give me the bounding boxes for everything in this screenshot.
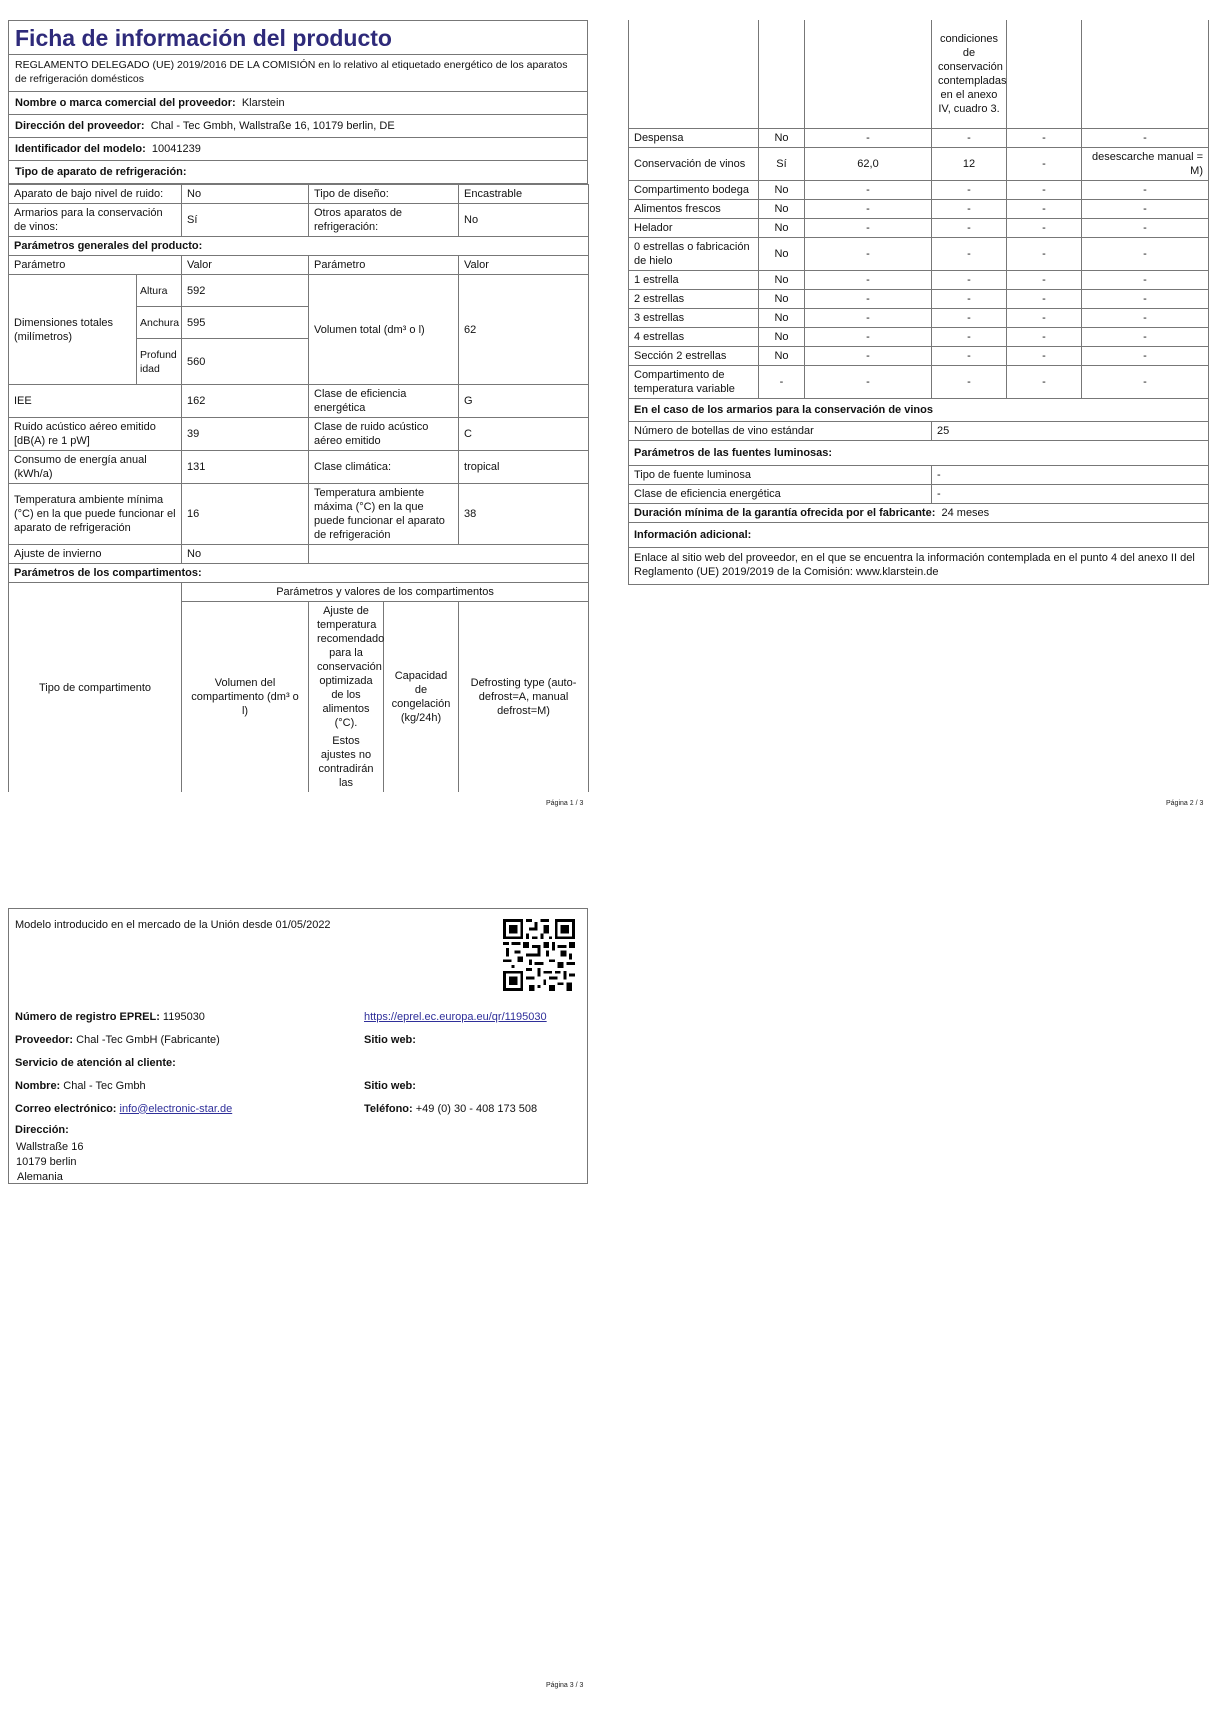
supplier-label: Nombre o marca comercial del proveedor: xyxy=(15,97,236,109)
cont-empty-1 xyxy=(629,20,759,128)
cont-empty-2 xyxy=(759,20,805,128)
compartment-row xyxy=(629,128,1209,147)
market-text: Modelo introducido en el mercado de la Unión desde 01/05/2022 xyxy=(15,919,331,931)
compartment-row xyxy=(629,180,1209,199)
compartment-row xyxy=(629,308,1209,327)
compartment-volume: - xyxy=(805,218,932,237)
compartment-name: Sección 2 estrellas xyxy=(629,346,759,365)
compartment-defrost: - xyxy=(1082,218,1209,237)
compartment-defrost: - xyxy=(1082,237,1209,270)
col-param-1: Parámetro xyxy=(9,256,182,275)
compartment-volume: - xyxy=(805,199,932,218)
depth-label: Profundidad xyxy=(137,339,182,385)
compartment-defrost: - xyxy=(1082,365,1209,398)
warranty-row xyxy=(629,503,1209,522)
compartment-name: 3 estrellas xyxy=(629,308,759,327)
noise-class-label: Clase de ruido acústico aéreo emitido xyxy=(309,418,459,451)
bottles-label: Número de botellas de vino estándar xyxy=(629,421,932,440)
service-label: Servicio de atención al cliente: xyxy=(15,1056,176,1069)
compartment-name: Conservación de vinos xyxy=(629,147,759,180)
type-heading: Tipo de aparato de refrigeración: xyxy=(9,160,587,183)
compartment-temp: 12 xyxy=(932,147,1007,180)
width-value: 595 xyxy=(182,307,309,339)
noise-label: Ruido acústico aéreo emitido [dB(A) re 1 pW] xyxy=(9,418,182,451)
iee-label: IEE xyxy=(9,385,182,418)
wine-heading: En el caso de los armarios para la conservación de vinos xyxy=(629,398,1209,421)
compartment-present: No xyxy=(759,270,805,289)
compartment-freeze: - xyxy=(1007,327,1082,346)
warranty-label: Duración mínima de la garantía ofrecida por el fabricante: xyxy=(634,506,936,519)
info-text: Enlace al sitio web del proveedor, en el que se encuentra la información contemplada en el punto 4 del anexo II del Reglamento (UE) 2019/2019 de la Comisión: www.klarstein.de xyxy=(629,547,1209,584)
light-class-value: - xyxy=(932,484,1209,503)
page-number-2: Página 2 / 3 xyxy=(1166,800,1204,807)
iee-value: 162 xyxy=(182,385,309,418)
compartment-defrost: - xyxy=(1082,270,1209,289)
col-value-2: Valor xyxy=(459,256,589,275)
comp-params-label: Parámetros y valores de los compartimentos xyxy=(182,583,589,602)
comp-temp-label: Ajuste de temperatura recomendado para la conservación optimizada de los alimentos (°C). xyxy=(317,605,385,729)
compartment-temp: - xyxy=(932,199,1007,218)
page-3 xyxy=(8,908,588,1689)
compartment-temp: - xyxy=(932,327,1007,346)
address-line-3: Alemania xyxy=(17,1171,63,1183)
eprel-box xyxy=(8,908,588,1184)
page-title: Ficha de información del producto xyxy=(15,25,392,51)
width-label: Anchura xyxy=(137,307,182,339)
low-noise-label: Aparato de bajo nivel de ruido: xyxy=(9,185,182,204)
other-value: No xyxy=(459,204,589,237)
design-value: Encastrable xyxy=(459,185,589,204)
wine-value: Sí xyxy=(182,204,309,237)
compartment-temp: - xyxy=(932,218,1007,237)
cont-empty-5 xyxy=(1007,20,1082,128)
wine-lights-table xyxy=(628,398,1209,585)
efficiency-label: Clase de eficiencia energética xyxy=(309,385,459,418)
name-label: Nombre: xyxy=(15,1079,61,1092)
compartments-header-table xyxy=(8,582,589,792)
compartment-name: Helador xyxy=(629,218,759,237)
compartment-freeze: - xyxy=(1007,308,1082,327)
comp-temp-cell xyxy=(309,602,384,793)
compartment-volume: 62,0 xyxy=(805,147,932,180)
compartment-name: Compartimento bodega xyxy=(629,180,759,199)
comp-temp-cont: condiciones de conservación contempladas en el anexo IV, cuadro 3. xyxy=(932,20,1007,128)
compartment-freeze: - xyxy=(1007,270,1082,289)
wine-label: Armarios para la conservación de vinos: xyxy=(9,204,182,237)
compartment-temp: - xyxy=(932,308,1007,327)
efficiency-value: G xyxy=(459,385,589,418)
compartment-present: No xyxy=(759,128,805,147)
compartment-volume: - xyxy=(805,308,932,327)
max-temp-value: 38 xyxy=(459,484,589,545)
compartment-temp: - xyxy=(932,289,1007,308)
compartment-temp: - xyxy=(932,346,1007,365)
compartment-name: Compartimento de temperatura variable xyxy=(629,365,759,398)
address-line-1: Wallstraße 16 xyxy=(16,1141,84,1153)
phone-value: +49 (0) 30 - 408 173 508 xyxy=(415,1102,538,1115)
energy-label: Consumo de energía anual (kWh/a) xyxy=(9,451,182,484)
page-2 xyxy=(628,20,1208,807)
qr-code-icon xyxy=(503,919,575,991)
compartment-temp: - xyxy=(932,270,1007,289)
height-label: Altura xyxy=(137,275,182,307)
address-label: Dirección del proveedor: xyxy=(15,120,145,132)
compartment-name: 0 estrellas o fabricación de hielo xyxy=(629,237,759,270)
compartment-volume: - xyxy=(805,180,932,199)
product-sheet-header xyxy=(8,20,588,184)
compartments-heading: Parámetros de los compartimentos: xyxy=(9,564,589,583)
light-heading: Parámetros de las fuentes luminosas: xyxy=(629,440,1209,465)
empty-cell xyxy=(309,545,589,564)
compartment-row xyxy=(629,237,1209,270)
regulation-subtitle: REGLAMENTO DELEGADO (UE) 2019/2016 DE LA COMISIÓN en lo relativo al etiquetado energético de los aparatos de refrigeración domésticos xyxy=(9,54,587,91)
height-value: 592 xyxy=(182,275,309,307)
compartment-present: No xyxy=(759,237,805,270)
volume-value: 62 xyxy=(459,275,589,385)
low-noise-value: No xyxy=(182,185,309,204)
compartment-defrost: - xyxy=(1082,199,1209,218)
light-class-label: Clase de eficiencia energética xyxy=(629,484,932,503)
compartment-volume: - xyxy=(805,289,932,308)
name-value: Chal - Tec Gmbh xyxy=(63,1079,146,1092)
compartment-row xyxy=(629,147,1209,180)
bottles-value: 25 xyxy=(932,421,1209,440)
compartment-temp: - xyxy=(932,237,1007,270)
compartment-present: Sí xyxy=(759,147,805,180)
info-heading: Información adicional: xyxy=(629,522,1209,547)
compartment-present: No xyxy=(759,218,805,237)
min-temp-value: 16 xyxy=(182,484,309,545)
eprel-row xyxy=(15,1005,232,1185)
compartment-freeze: - xyxy=(1007,128,1082,147)
cont-empty-6 xyxy=(1082,20,1209,128)
compartment-defrost: - xyxy=(1082,308,1209,327)
compartment-freeze: - xyxy=(1007,218,1082,237)
comp-defrost-label: Defrosting type (auto-defrost=A, manual defrost=M) xyxy=(459,602,589,793)
compartment-defrost: - xyxy=(1082,128,1209,147)
comp-type-label: Tipo de compartimento xyxy=(9,583,182,793)
comp-freeze-label: Capacidad de congelación (kg/24h) xyxy=(384,602,459,793)
climate-value: tropical xyxy=(459,451,589,484)
light-type-value: - xyxy=(932,465,1209,484)
compartment-present: No xyxy=(759,308,805,327)
dimensions-label: Dimensiones totales (milímetros) xyxy=(9,275,137,385)
compartment-row xyxy=(629,327,1209,346)
compartments-table xyxy=(628,20,1209,399)
compartment-present: No xyxy=(759,199,805,218)
compartment-volume: - xyxy=(805,128,932,147)
eprel-link[interactable]: https://eprel.ec.europa.eu/qr/1195030 xyxy=(364,1010,547,1023)
compartment-defrost: - xyxy=(1082,289,1209,308)
noise-value: 39 xyxy=(182,418,309,451)
page-number-1: Página 1 / 3 xyxy=(546,800,584,807)
max-temp-label: Temperatura ambiente máxima (°C) en la que puede funcionar el aparato de refrigeración xyxy=(309,484,459,545)
compartment-row xyxy=(629,218,1209,237)
website-label-2: Sitio web: xyxy=(364,1079,416,1092)
compartment-volume: - xyxy=(805,270,932,289)
compartment-present: No xyxy=(759,180,805,199)
compartment-freeze: - xyxy=(1007,199,1082,218)
design-label: Tipo de diseño: xyxy=(309,185,459,204)
appliance-type-table xyxy=(8,184,589,256)
compartment-defrost: - xyxy=(1082,180,1209,199)
compartment-volume: - xyxy=(805,237,932,270)
compartment-name: Despensa xyxy=(629,128,759,147)
compartment-temp: - xyxy=(932,365,1007,398)
email-link[interactable]: info@electronic-star.de xyxy=(119,1102,233,1115)
volume-label: Volumen total (dm³ o l) xyxy=(309,275,459,385)
compartment-volume: - xyxy=(805,327,932,346)
supplier-value: Klarstein xyxy=(241,97,285,109)
eprel-value: 1195030 xyxy=(162,1010,205,1023)
climate-label: Clase climática: xyxy=(309,451,459,484)
compartment-name: 4 estrellas xyxy=(629,327,759,346)
warranty-value: 24 meses xyxy=(941,506,990,519)
compartment-rows xyxy=(629,128,1209,398)
address-line-2: 10179 berlin xyxy=(16,1156,77,1168)
compartment-present: No xyxy=(759,327,805,346)
model-label: Identificador del modelo: xyxy=(15,143,146,155)
compartment-row xyxy=(629,270,1209,289)
website-label: Sitio web: xyxy=(364,1033,416,1046)
other-label: Otros aparatos de refrigeración: xyxy=(309,204,459,237)
compartment-volume: - xyxy=(805,346,932,365)
compartment-name: 2 estrellas xyxy=(629,289,759,308)
eprel-label: Número de registro EPREL: xyxy=(15,1010,160,1023)
address-row xyxy=(9,114,587,137)
compartment-present: No xyxy=(759,346,805,365)
comp-temp-label-2: Estos ajustes no contradirán las xyxy=(318,735,374,789)
compartment-defrost: desescarche manual = M) xyxy=(1082,147,1209,180)
right-column xyxy=(364,1005,547,1120)
compartment-temp: - xyxy=(932,128,1007,147)
energy-value: 131 xyxy=(182,451,309,484)
supplier-row xyxy=(9,91,587,114)
general-heading: Parámetros generales del producto: xyxy=(9,237,589,256)
compartment-freeze: - xyxy=(1007,365,1082,398)
model-value: 10041239 xyxy=(151,143,201,155)
general-parameters-table xyxy=(8,255,589,583)
depth-value: 560 xyxy=(182,339,309,385)
provider-label: Proveedor: xyxy=(15,1033,74,1046)
compartment-defrost: - xyxy=(1082,346,1209,365)
compartment-row xyxy=(629,365,1209,398)
compartment-row xyxy=(629,289,1209,308)
winter-value: No xyxy=(182,545,309,564)
compartment-row xyxy=(629,199,1209,218)
address-label: Dirección: xyxy=(15,1124,69,1136)
compartment-freeze: - xyxy=(1007,147,1082,180)
compartment-present: No xyxy=(759,289,805,308)
address-value: Chal - Tec Gmbh, Wallstraße 16, 10179 berlin, DE xyxy=(150,120,395,132)
light-type-label: Tipo de fuente luminosa xyxy=(629,465,932,484)
compartment-freeze: - xyxy=(1007,289,1082,308)
comp-volume-label: Volumen del compartimento (dm³ o l) xyxy=(182,602,309,793)
page-1 xyxy=(8,20,588,807)
compartment-freeze: - xyxy=(1007,237,1082,270)
compartment-volume: - xyxy=(805,365,932,398)
provider-value: Chal -Tec GmbH (Fabricante) xyxy=(76,1033,220,1046)
compartment-present: - xyxy=(759,365,805,398)
page-number-3: Página 3 / 3 xyxy=(546,1682,584,1689)
compartment-name: 1 estrella xyxy=(629,270,759,289)
compartment-temp: - xyxy=(932,180,1007,199)
compartment-defrost: - xyxy=(1082,327,1209,346)
col-param-2: Parámetro xyxy=(309,256,459,275)
compartment-row xyxy=(629,346,1209,365)
winter-label: Ajuste de invierno xyxy=(9,545,182,564)
col-value-1: Valor xyxy=(182,256,309,275)
email-label: Correo electrónico: xyxy=(15,1102,117,1115)
phone-label: Teléfono: xyxy=(364,1102,413,1115)
noise-class-value: C xyxy=(459,418,589,451)
cont-empty-3 xyxy=(805,20,932,128)
model-row xyxy=(9,137,587,160)
compartment-freeze: - xyxy=(1007,346,1082,365)
compartment-freeze: - xyxy=(1007,180,1082,199)
min-temp-label: Temperatura ambiente mínima (°C) en la que puede funcionar el aparato de refrigeración xyxy=(9,484,182,545)
compartment-name: Alimentos frescos xyxy=(629,199,759,218)
